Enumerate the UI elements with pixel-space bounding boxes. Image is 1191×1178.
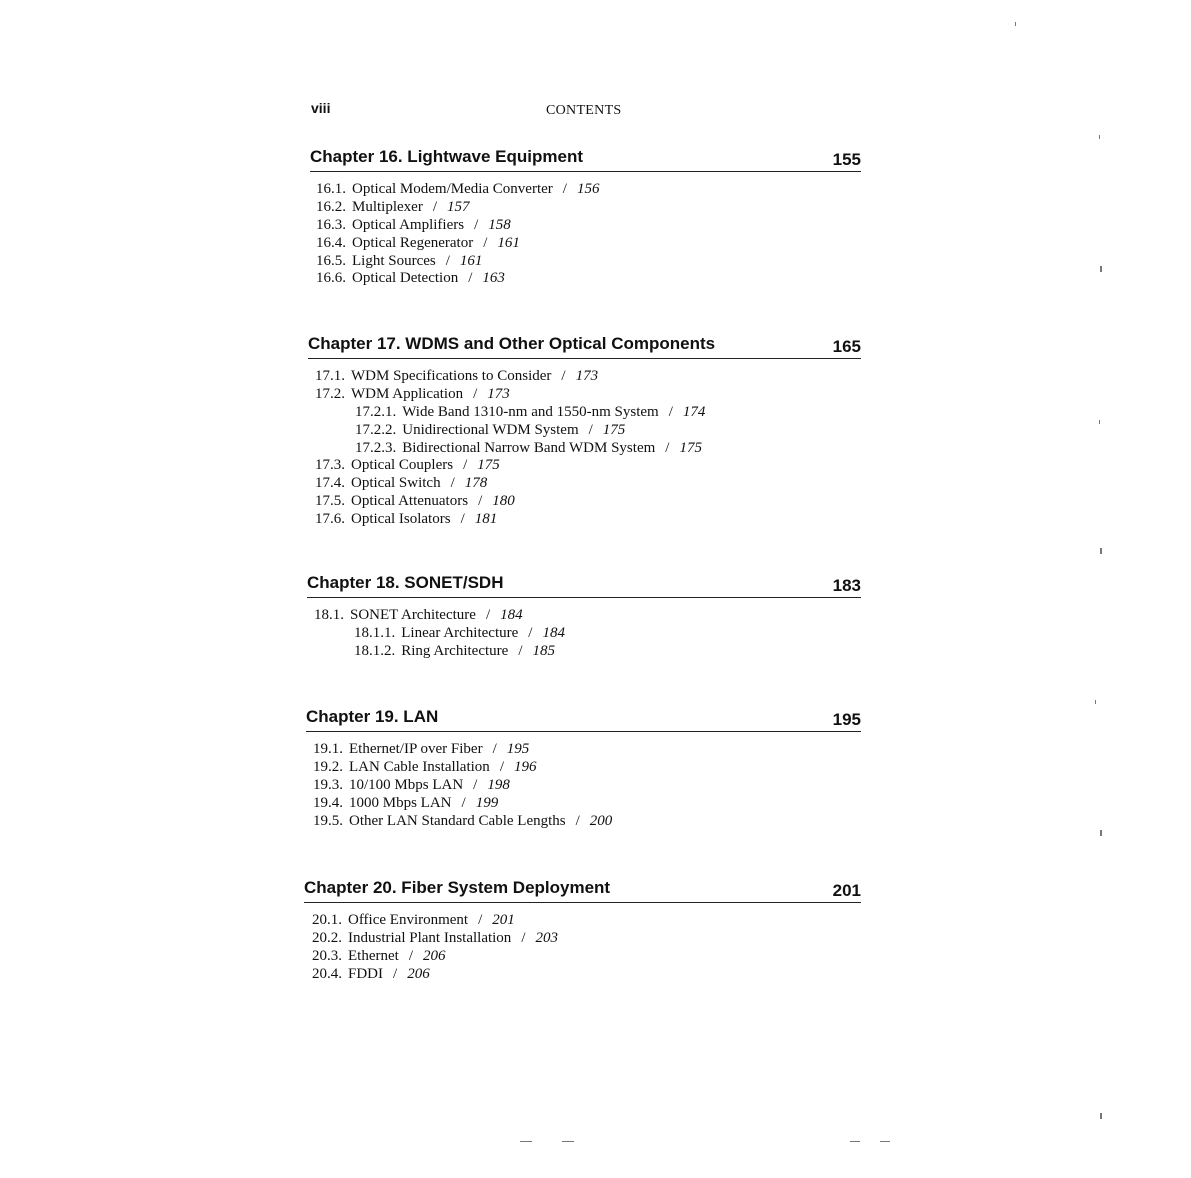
toc-entry xyxy=(315,457,861,475)
entry-title: Optical Amplifiers xyxy=(352,216,465,233)
toc-entry xyxy=(315,368,861,386)
chapter-page-number: 195 xyxy=(832,710,861,729)
entry-number: 19.4. xyxy=(313,794,343,811)
entry-page: 174 xyxy=(682,403,706,420)
chapter-heading xyxy=(310,147,861,171)
entry-number: 16.3. xyxy=(316,216,346,233)
entry-separator: / xyxy=(561,368,566,384)
toc-entry xyxy=(312,930,861,948)
entry-number: 17.5. xyxy=(315,493,345,510)
entry-number: 19.1. xyxy=(313,741,343,757)
entry-number: 17.2. xyxy=(315,385,345,402)
entry-title: Optical Regenerator xyxy=(352,234,474,251)
entry-number: 16.2. xyxy=(316,198,346,215)
entry-separator: / xyxy=(562,181,567,197)
chapter-page-number: 165 xyxy=(832,337,861,356)
entry-separator: / xyxy=(478,912,483,928)
entry-page: 175 xyxy=(477,457,500,474)
entry-separator: / xyxy=(408,947,413,964)
entry-title: Linear Architecture xyxy=(401,624,519,641)
entry-separator: / xyxy=(665,439,670,456)
entry-title: Light Sources xyxy=(352,252,436,269)
entry-number: 16.1. xyxy=(316,181,346,197)
entry-separator: / xyxy=(461,794,466,811)
entry-title: Multiplexer xyxy=(352,198,423,215)
entry-number: 20.4. xyxy=(312,965,342,982)
toc-entry xyxy=(315,386,861,404)
entry-separator: / xyxy=(473,385,478,402)
entry-separator: / xyxy=(518,642,523,659)
toc-entry xyxy=(316,217,861,235)
running-head: CONTENTS xyxy=(546,103,622,118)
scan-speck xyxy=(880,1141,890,1142)
entry-page: 184 xyxy=(500,607,523,623)
entry-page: 201 xyxy=(492,912,515,928)
chapter-19-section xyxy=(306,707,861,830)
chapter-heading xyxy=(308,334,861,358)
toc-entry xyxy=(313,777,861,795)
entry-number: 19.5. xyxy=(313,812,343,829)
entry-number: 16.4. xyxy=(316,234,346,251)
entry-list xyxy=(304,912,861,984)
entry-title: Wide Band 1310-nm and 1550-nm System xyxy=(402,403,659,420)
entry-page: 156 xyxy=(576,181,600,197)
chapter-title: Chapter 16. Lightwave Equipment xyxy=(310,147,583,166)
toc-entry xyxy=(316,270,861,288)
chapter-rule xyxy=(308,358,861,359)
entry-title: Office Environment xyxy=(348,912,469,928)
entry-page: 173 xyxy=(487,385,510,402)
chapter-title: Chapter 18. SONET/SDH xyxy=(307,573,504,592)
entry-number: 19.3. xyxy=(313,776,343,793)
entry-number: 20.3. xyxy=(312,947,342,964)
chapter-title: Chapter 20. Fiber System Deployment xyxy=(304,878,611,897)
chapter-title: Chapter 19. LAN xyxy=(306,707,439,726)
entry-title: Optical Detection xyxy=(352,270,459,287)
entry-separator: / xyxy=(460,511,465,528)
chapter-17-section xyxy=(308,334,861,529)
entry-list xyxy=(306,741,861,830)
chapter-20-section xyxy=(304,878,861,984)
toc-entry xyxy=(313,759,861,777)
entry-page: 175 xyxy=(679,439,702,456)
entry-title: WDM Specifications to Consider xyxy=(351,368,552,384)
toc-entry xyxy=(316,235,861,253)
entry-number: 16.6. xyxy=(316,270,346,287)
entry-separator: / xyxy=(499,758,504,775)
chapter-page-number: 155 xyxy=(832,150,861,169)
entry-title: Optical Couplers xyxy=(351,457,454,474)
entry-page: 203 xyxy=(535,929,558,946)
chapter-heading xyxy=(306,707,861,731)
chapter-title: Chapter 17. WDMS and Other Optical Components xyxy=(308,334,716,353)
entry-page: 195 xyxy=(506,741,530,757)
entry-number: 16.5. xyxy=(316,252,346,269)
entry-number: 17.6. xyxy=(315,511,345,528)
entry-page: 196 xyxy=(513,758,537,775)
entry-title: WDM Application xyxy=(351,385,464,402)
entry-number: 17.4. xyxy=(315,475,345,492)
entry-number: 18.1.2. xyxy=(354,642,396,659)
entry-number: 19.2. xyxy=(313,758,343,775)
toc-entry xyxy=(316,181,861,199)
chapter-rule xyxy=(306,731,861,732)
entry-separator: / xyxy=(521,929,526,946)
scan-speck xyxy=(520,1141,532,1142)
entry-separator: / xyxy=(478,493,483,510)
entry-title: Other LAN Standard Cable Lengths xyxy=(349,812,566,829)
entry-separator: / xyxy=(432,198,437,215)
entry-page: 180 xyxy=(492,493,515,510)
entry-page: 178 xyxy=(464,475,488,492)
entry-title: SONET Architecture xyxy=(350,607,476,623)
toc-entry xyxy=(313,813,861,831)
chapter-18-section xyxy=(307,573,861,661)
entry-separator: / xyxy=(445,252,450,269)
entry-separator: / xyxy=(483,234,488,251)
toc-entry xyxy=(313,795,861,813)
entry-title: LAN Cable Installation xyxy=(349,758,490,775)
toc-entry xyxy=(315,475,861,493)
entry-number: 20.1. xyxy=(312,912,342,928)
toc-subentry xyxy=(315,404,861,422)
entry-title: FDDI xyxy=(348,965,384,982)
entry-page: 198 xyxy=(487,776,510,793)
entry-separator: / xyxy=(393,965,398,982)
entry-number: 18.1. xyxy=(314,607,344,623)
entry-page: 181 xyxy=(474,511,498,528)
toc-entry xyxy=(314,607,861,625)
entry-page: 199 xyxy=(475,794,499,811)
entry-page: 200 xyxy=(589,812,613,829)
entry-separator: / xyxy=(450,475,455,492)
chapter-page-number: 183 xyxy=(832,576,861,595)
entry-title: Optical Switch xyxy=(351,475,441,492)
entry-separator: / xyxy=(485,607,491,623)
toc-entry xyxy=(316,199,861,217)
entry-page: 161 xyxy=(497,234,520,251)
entry-page: 185 xyxy=(532,642,555,659)
entry-list xyxy=(310,181,861,288)
toc-subentry xyxy=(315,422,861,440)
entry-number: 17.1. xyxy=(315,368,345,384)
toc-subentry xyxy=(314,625,861,643)
toc-entry xyxy=(316,253,861,271)
entry-title: Optical Modem/Media Converter xyxy=(352,181,553,197)
toc-subentry xyxy=(315,440,861,458)
chapter-rule xyxy=(310,171,861,172)
entry-page: 157 xyxy=(447,198,470,215)
entry-title: Ethernet/IP over Fiber xyxy=(349,741,483,757)
scan-speck xyxy=(1100,1113,1102,1119)
entry-number: 18.1.1. xyxy=(354,624,396,641)
entry-title: Optical Attenuators xyxy=(351,493,469,510)
entry-number: 20.2. xyxy=(312,929,342,946)
entry-separator: / xyxy=(468,270,473,287)
page-number: viii xyxy=(311,100,331,116)
toc-entry xyxy=(313,741,861,759)
entry-title: Ethernet xyxy=(348,947,399,964)
entry-page: 175 xyxy=(602,421,626,438)
entry-page: 173 xyxy=(575,368,599,384)
scan-speck xyxy=(1015,22,1016,26)
scan-speck xyxy=(1099,420,1100,424)
scan-speck xyxy=(1100,548,1102,554)
scan-speck xyxy=(1100,266,1102,272)
entry-page: 163 xyxy=(482,270,505,287)
entry-list xyxy=(307,607,861,661)
entry-number: 17.2.1. xyxy=(355,403,397,420)
entry-separator: / xyxy=(474,216,479,233)
chapter-heading xyxy=(304,878,861,902)
chapter-rule xyxy=(304,902,861,903)
entry-page: 206 xyxy=(407,965,430,982)
scan-speck xyxy=(1095,700,1096,704)
toc-subentry xyxy=(314,643,861,661)
entry-title: Optical Isolators xyxy=(351,511,451,528)
scan-speck xyxy=(850,1141,860,1142)
entry-page: 184 xyxy=(542,624,565,641)
entry-separator: / xyxy=(463,457,468,474)
entry-separator: / xyxy=(492,741,497,757)
toc-entry xyxy=(315,493,861,511)
entry-separator: / xyxy=(668,403,673,420)
entry-separator: / xyxy=(588,421,593,438)
entry-title: 10/100 Mbps LAN xyxy=(349,776,464,793)
toc-entry xyxy=(312,966,861,984)
scan-speck xyxy=(562,1141,574,1142)
entry-title: 1000 Mbps LAN xyxy=(349,794,452,811)
entry-number: 17.2.3. xyxy=(355,439,397,456)
scan-speck xyxy=(1099,135,1100,139)
chapter-heading xyxy=(307,573,861,597)
entry-title: Industrial Plant Installation xyxy=(348,929,512,946)
entry-title: Ring Architecture xyxy=(401,642,509,659)
entry-page: 206 xyxy=(422,947,446,964)
entry-separator: / xyxy=(575,812,580,829)
toc-entry xyxy=(312,948,861,966)
entry-number: 17.3. xyxy=(315,457,345,474)
entry-separator: / xyxy=(473,776,478,793)
entry-title: Unidirectional WDM System xyxy=(402,421,579,438)
entry-page: 158 xyxy=(488,216,511,233)
scan-speck xyxy=(1100,830,1102,836)
chapter-16-section xyxy=(310,147,861,288)
entry-page: 161 xyxy=(459,252,483,269)
entry-number: 17.2.2. xyxy=(355,421,397,438)
entry-list xyxy=(308,368,861,529)
toc-entry xyxy=(315,511,861,529)
entry-title: Bidirectional Narrow Band WDM System xyxy=(402,439,656,456)
chapter-rule xyxy=(307,597,861,598)
entry-separator: / xyxy=(528,624,533,641)
toc-entry xyxy=(312,912,861,930)
chapter-page-number: 201 xyxy=(832,881,861,900)
